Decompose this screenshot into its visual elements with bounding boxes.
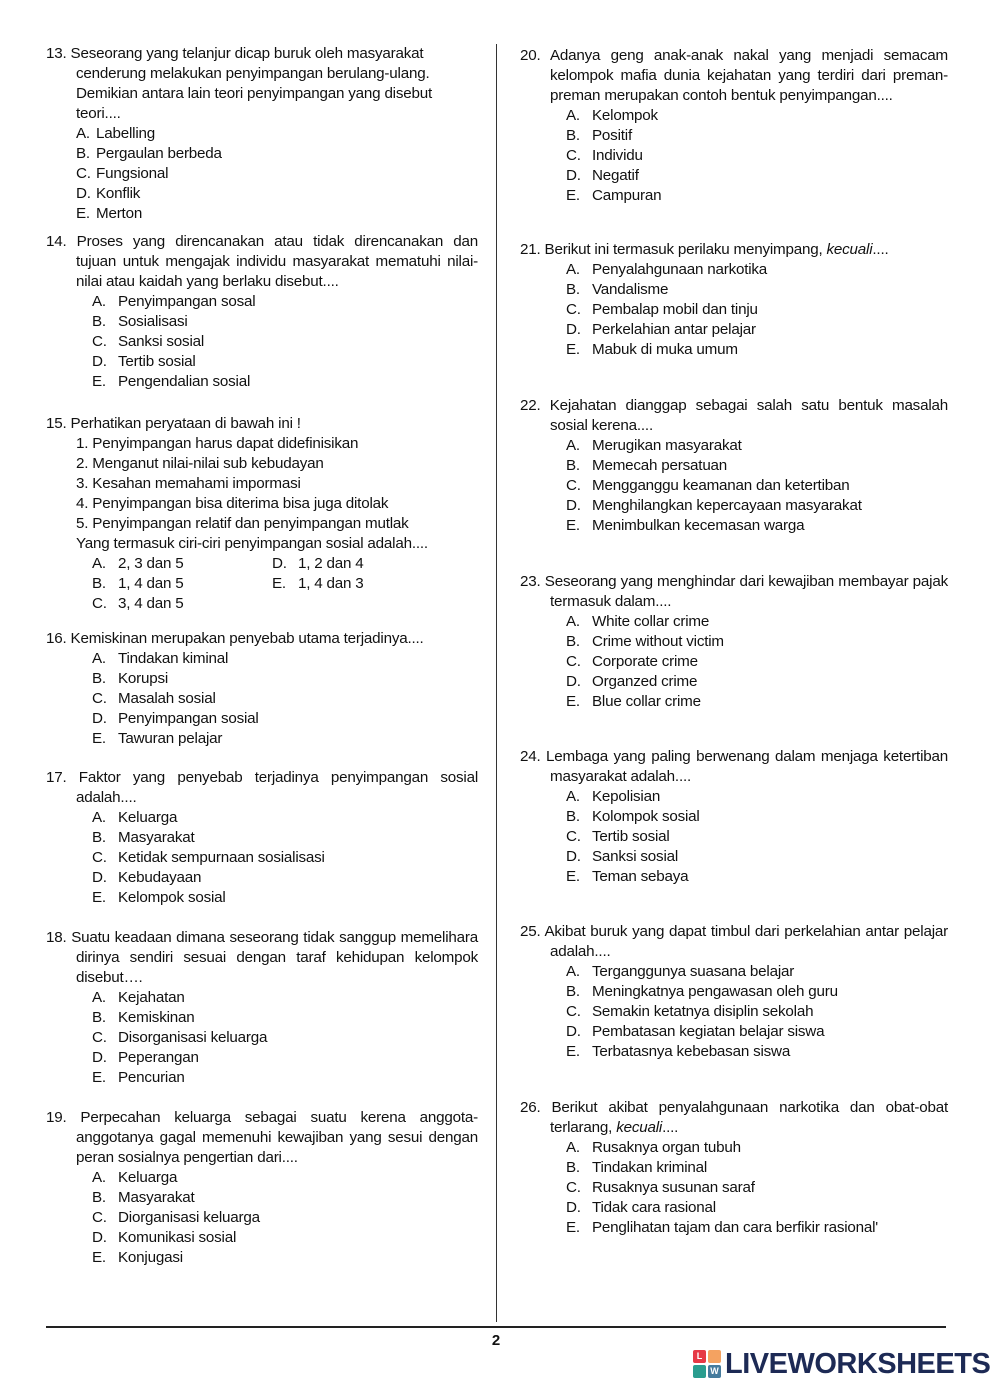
option-a[interactable]: A. Keluarga xyxy=(92,809,178,826)
question-stem: 24. Lembaga yang paling berwenang dalam menjaga ketertiban masyarakat adalah.... xyxy=(520,748,948,785)
option-e[interactable]: E. 1, 4 dan 3 xyxy=(272,575,364,592)
option-e[interactable]: E. Pencurian xyxy=(92,1069,185,1086)
option-e[interactable]: E. Pengendalian sosial xyxy=(92,373,251,390)
option-b[interactable]: B. Kolompok sosial xyxy=(566,808,700,825)
option-b[interactable]: B. Memecah persatuan xyxy=(566,457,728,474)
liveworksheets-logo-icon: L W xyxy=(693,1350,721,1378)
option-a[interactable]: A. Kepolisian xyxy=(566,788,661,805)
question-26 xyxy=(520,1098,948,1238)
question-stem: 18. Suatu keadaan dimana seseorang tidak sanggup memelihara dirinya sendiri sesuai dengan taraf kehidupan kelompok disebut…. xyxy=(46,929,478,986)
question-stem: 25. Akibat buruk yang dapat timbul dari perkelahian antar pelajar adalah.... xyxy=(520,923,948,960)
option-b[interactable]: B. Positif xyxy=(566,127,632,144)
option-d[interactable]: D. 1, 2 dan 4 xyxy=(272,555,364,572)
option-c[interactable]: C. Pembalap mobil dan tinju xyxy=(566,301,758,318)
question-22 xyxy=(520,396,948,536)
list-item: 2. Menganut nilai-nilai sub kebudayan xyxy=(76,455,324,472)
option-d[interactable]: D. Tidak cara rasional xyxy=(566,1199,716,1216)
option-a[interactable]: A. Keluarga xyxy=(92,1169,178,1186)
option-a[interactable]: A. Kejahatan xyxy=(92,989,185,1006)
option-a[interactable]: A. Labelling xyxy=(76,125,156,142)
option-e[interactable]: E. Terbatasnya kebebasan siswa xyxy=(566,1043,791,1060)
question-17 xyxy=(46,768,478,908)
option-b[interactable]: B. Masyarakat xyxy=(92,1189,195,1206)
option-a[interactable]: A. Kelompok xyxy=(566,107,658,124)
question-stem: 20. Adanya geng anak-anak nakal yang menjadi semacam kelompok mafia dunia kejahatan yang terdiri dari preman-preman merupakan contoh bentuk penyimpangan.... xyxy=(520,47,948,104)
question-23 xyxy=(520,572,948,712)
list-item: 4. Penyimpangan bisa diterima bisa juga ditolak xyxy=(76,495,389,512)
option-d[interactable]: D. Konflik xyxy=(76,185,141,202)
option-b[interactable]: B. Meningkatnya pengawasan oleh guru xyxy=(566,983,838,1000)
option-e[interactable]: E. Konjugasi xyxy=(92,1249,183,1266)
question-stem: 21. Berikut ini termasuk perilaku menyimpang, kecuali.... xyxy=(520,241,889,258)
option-c[interactable]: C. Disorganisasi keluarga xyxy=(92,1029,268,1046)
question-stem: 14. Proses yang direncanakan atau tidak direncanakan dan tujuan untuk mengajak individu masyarakat mematuhi nilai-nilai atau kaidah yang berlaku disebut.... xyxy=(46,233,478,290)
option-a[interactable]: A. Rusaknya organ tubuh xyxy=(566,1139,741,1156)
option-c[interactable]: C. Mengganggu keamanan dan ketertiban xyxy=(566,477,850,494)
option-a[interactable]: A. White collar crime xyxy=(566,613,710,630)
option-a[interactable]: A. Penyimpangan sosal xyxy=(92,293,256,310)
option-d[interactable]: D. Menghilangkan kepercayaan masyarakat xyxy=(566,497,862,514)
option-e[interactable]: E. Campuran xyxy=(566,187,662,204)
option-d[interactable]: D. Kebudayaan xyxy=(92,869,202,886)
brand-name: LIVEWORKSHEETS xyxy=(725,1347,991,1380)
option-e[interactable]: E. Teman sebaya xyxy=(566,868,689,885)
option-a[interactable]: A. 2, 3 dan 5 xyxy=(92,555,184,572)
option-b[interactable]: B. Kemiskinan xyxy=(92,1009,195,1026)
footer-rule xyxy=(46,1326,946,1328)
question-19 xyxy=(46,1108,478,1268)
question-stem: 15. Perhatikan peryataan di bawah ini ! xyxy=(46,415,301,432)
option-d[interactable]: D. Perkelahian antar pelajar xyxy=(566,321,756,338)
question-stem: 19. Perpecahan keluarga sebagai suatu kerena anggota-anggotanya gagal memenuhi kewajiban yang sesui dengan peran sosialnya pengertian dari.... xyxy=(46,1109,478,1166)
page-number: 2 xyxy=(491,1332,501,1349)
question-18 xyxy=(46,928,478,1088)
statement-list xyxy=(46,434,478,554)
question-prompt: Yang termasuk ciri-ciri penyimpangan sosial adalah.... xyxy=(76,535,428,552)
option-c[interactable]: C. Diorganisasi keluarga xyxy=(92,1209,260,1226)
list-item: 3. Kesahan memahami impormasi xyxy=(76,475,301,492)
question-13 xyxy=(46,44,478,224)
option-grid xyxy=(46,554,478,614)
question-25 xyxy=(520,922,948,1062)
option-a[interactable]: A. Merugikan masyarakat xyxy=(566,437,742,454)
option-d[interactable]: D. Organzed crime xyxy=(566,673,698,690)
option-d[interactable]: D. Tertib sosial xyxy=(92,353,196,370)
question-24 xyxy=(520,747,948,887)
option-c[interactable]: C. Corporate crime xyxy=(566,653,698,670)
option-d[interactable]: D. Negatif xyxy=(566,167,639,184)
option-d[interactable]: D. Peperangan xyxy=(92,1049,199,1066)
column-divider xyxy=(496,44,497,1322)
option-d[interactable]: D. Komunikasi sosial xyxy=(92,1229,237,1246)
question-stem: 16. Kemiskinan merupakan penyebab utama terjadinya.... xyxy=(46,630,424,647)
question-16 xyxy=(46,629,478,749)
option-c[interactable]: C. Rusaknya susunan saraf xyxy=(566,1179,755,1196)
option-e[interactable]: E. Mabuk di muka umum xyxy=(566,341,738,358)
option-d[interactable]: D. Pembatasan kegiatan belajar siswa xyxy=(566,1023,825,1040)
option-b[interactable]: B. Crime without victim xyxy=(566,633,724,650)
option-b[interactable]: B. Sosialisasi xyxy=(92,313,188,330)
option-b[interactable]: B. Tindakan kriminal xyxy=(566,1159,708,1176)
option-b[interactable]: B. Masyarakat xyxy=(92,829,195,846)
option-c[interactable]: C. Semakin ketatnya disiplin sekolah xyxy=(566,1003,814,1020)
option-e[interactable]: E. Menimbulkan kecemasan warga xyxy=(566,517,805,534)
option-c[interactable]: C. Tertib sosial xyxy=(566,828,670,845)
question-stem: 26. Berikut akibat penyalahgunaan narkotika dan obat-obat terlarang, kecuali.... xyxy=(520,1099,948,1136)
option-c[interactable]: C. Fungsional xyxy=(76,165,169,182)
question-21 xyxy=(520,240,948,360)
question-stem: 13. Seseorang yang telanjur dicap buruk oleh masyarakat cenderung melakukan penyimpangan berulang-ulang. Demikian antara lain teori penyimpangan yang disebut teori.... xyxy=(46,45,433,122)
option-a[interactable]: A. Tindakan kiminal xyxy=(92,650,229,667)
question-20 xyxy=(520,46,948,206)
option-e[interactable]: E. Merton xyxy=(76,205,143,222)
option-b[interactable]: B. Vandalisme xyxy=(566,281,669,298)
option-b[interactable]: B. Pergaulan berbeda xyxy=(76,145,222,162)
option-d[interactable]: D. Sanksi sosial xyxy=(566,848,679,865)
question-stem: 22. Kejahatan dianggap sebagai salah satu bentuk masalah sosial kerena.... xyxy=(520,397,948,434)
option-c[interactable]: C. Individu xyxy=(566,147,643,164)
option-b[interactable]: B. 1, 4 dan 5 xyxy=(92,575,184,592)
option-e[interactable]: E. Tawuran pelajar xyxy=(92,730,223,747)
option-a[interactable]: A. Penyalahgunaan narkotika xyxy=(566,261,768,278)
option-c[interactable]: C. Ketidak sempurnaan sosialisasi xyxy=(92,849,325,866)
option-c[interactable]: C. Masalah sosial xyxy=(92,690,216,707)
option-a[interactable]: A. Terganggunya suasana belajar xyxy=(566,963,795,980)
liveworksheets-brand[interactable] xyxy=(693,1349,990,1379)
option-d[interactable]: D. Penyimpangan sosial xyxy=(92,710,259,727)
option-e[interactable]: E. Kelompok sosial xyxy=(92,889,226,906)
option-c[interactable]: C. 3, 4 dan 5 xyxy=(92,595,184,612)
list-item: 5. Penyimpangan relatif dan penyimpangan mutlak xyxy=(76,515,409,532)
option-e[interactable]: E. Penglihatan tajam dan cara berfikir rasional' xyxy=(566,1219,878,1236)
question-stem: 17. Faktor yang penyebab terjadinya penyimpangan sosial adalah.... xyxy=(46,769,478,806)
question-stem: 23. Seseorang yang menghindar dari kewajiban membayar pajak termasuk dalam.... xyxy=(520,573,948,610)
option-e[interactable]: E. Blue collar crime xyxy=(566,693,701,710)
question-15 xyxy=(46,414,478,614)
option-b[interactable]: B. Korupsi xyxy=(92,670,169,687)
list-item: 1. Penyimpangan harus dapat didefinisikan xyxy=(76,435,359,452)
option-c[interactable]: C. Sanksi sosial xyxy=(92,333,205,350)
question-14 xyxy=(46,232,478,392)
